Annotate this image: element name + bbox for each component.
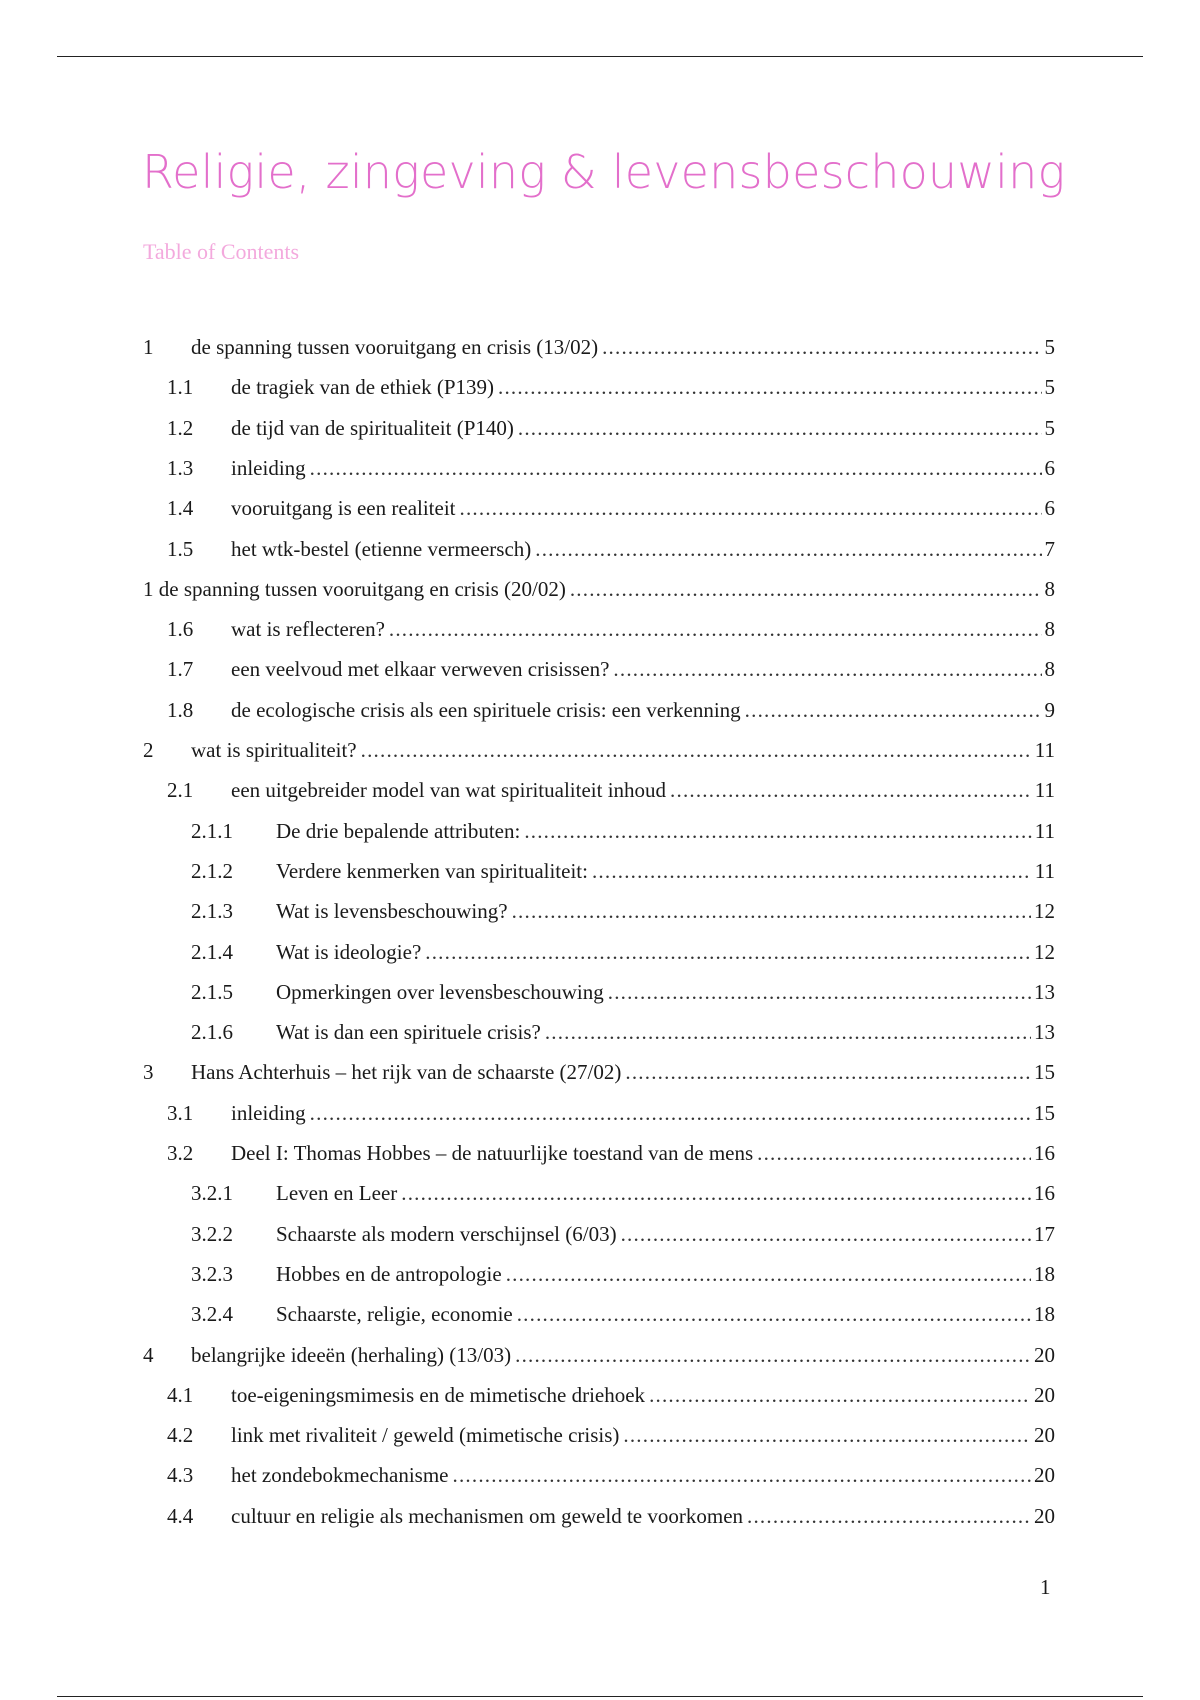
toc-leader-dots <box>535 534 1041 564</box>
toc-entry[interactable] <box>143 1340 1055 1370</box>
toc-entry-title: Deel I: Thomas Hobbes – de natuurlijke toestand van de mens <box>231 1141 754 1165</box>
toc-entry-number: 1.8 <box>167 698 194 722</box>
toc-entry-page: 12 <box>1034 940 1055 964</box>
toc-entry[interactable] <box>167 1098 1055 1128</box>
toc-entry[interactable] <box>191 1178 1055 1208</box>
toc-entry-title: belangrijke ideeën (herhaling) (13/03) <box>191 1343 512 1367</box>
toc-entry[interactable] <box>167 654 1055 684</box>
toc-entry[interactable] <box>167 1460 1055 1490</box>
toc-leader-dots <box>512 896 1031 926</box>
toc-leader-dots <box>570 574 1042 604</box>
toc-leader-dots <box>389 614 1042 644</box>
toc-entry[interactable] <box>191 1219 1055 1249</box>
toc-entry[interactable] <box>143 735 1055 765</box>
toc-entry-page: 5 <box>1044 335 1055 359</box>
toc-entry-page: 11 <box>1034 778 1055 802</box>
toc-entry-number: 3.2.2 <box>191 1222 233 1246</box>
toc-entry-title: Hobbes en de antropologie <box>276 1262 502 1286</box>
toc-leader-dots <box>613 654 1041 684</box>
toc-entry-title: vooruitgang is een realiteit <box>231 496 456 520</box>
toc-entry-number: 2.1.1 <box>191 819 233 843</box>
toc-entry-title: Opmerkingen over levensbeschouwing <box>276 980 604 1004</box>
toc-entry-page: 11 <box>1034 738 1055 762</box>
toc-leader-dots <box>515 1340 1031 1370</box>
toc-leader-dots <box>757 1138 1031 1168</box>
toc-entry-page: 16 <box>1034 1141 1055 1165</box>
toc-entry-number: 4.4 <box>167 1504 194 1528</box>
toc-entry-title: cultuur en religie als mechanismen om geweld te voorkomen <box>231 1504 744 1528</box>
toc-entry-page: 18 <box>1034 1302 1055 1326</box>
toc-entry[interactable] <box>191 937 1055 967</box>
toc-leader-dots <box>602 332 1041 362</box>
toc-entry-page: 5 <box>1044 416 1055 440</box>
toc-leader-dots <box>621 1219 1031 1249</box>
toc-entry[interactable] <box>167 453 1055 483</box>
toc-entry[interactable] <box>167 1138 1055 1168</box>
toc-entry[interactable] <box>167 534 1055 564</box>
toc-entry-page: 8 <box>1044 657 1055 681</box>
toc-entry-number: 4.2 <box>167 1423 194 1447</box>
toc-entry-page: 20 <box>1034 1383 1055 1407</box>
toc-entry-title: Wat is dan een spirituele crisis? <box>276 1020 541 1044</box>
toc-entry-number: 3.2.1 <box>191 1181 233 1205</box>
toc-leader-dots <box>747 1501 1031 1531</box>
toc-entry-title: de tragiek van de ethiek (P139) <box>231 375 494 399</box>
toc-entry-title: Hans Achterhuis – het rijk van de schaarste (27/02) <box>191 1060 622 1084</box>
bottom-rule <box>57 1696 1143 1697</box>
toc-entry-title: de ecologische crisis als een spirituele crisis: een verkenning <box>231 698 741 722</box>
toc-leader-dots <box>608 977 1031 1007</box>
toc-entry-page: 11 <box>1034 819 1055 843</box>
toc-entry[interactable] <box>191 1259 1055 1289</box>
toc-heading: Table of Contents <box>143 239 300 264</box>
toc-entry-page: 18 <box>1034 1262 1055 1286</box>
toc-entry-title: Schaarste als modern verschijnsel (6/03) <box>276 1222 617 1246</box>
toc-entry-title: een veelvoud met elkaar verweven crisissen? <box>231 657 610 681</box>
toc-entry-number: 2 <box>143 738 154 762</box>
toc-entry-page: 6 <box>1044 456 1055 480</box>
toc-leader-dots <box>310 1098 1031 1128</box>
toc-leader-dots <box>425 937 1031 967</box>
toc-entry-page: 8 <box>1044 617 1055 641</box>
toc-entry-title: toe-eigeningsmimesis en de mimetische driehoek <box>231 1383 646 1407</box>
toc-entry-title: het wtk-bestel (etienne vermeersch) <box>231 537 532 561</box>
page-number: 1 <box>1040 1575 1051 1599</box>
toc-entry-page: 6 <box>1044 496 1055 520</box>
toc-entry-title: De drie bepalende attributen: <box>276 819 521 843</box>
toc-leader-dots <box>518 413 1042 443</box>
toc-entry[interactable] <box>143 1057 1055 1087</box>
toc-entry-page: 8 <box>1044 577 1055 601</box>
toc-entry[interactable] <box>167 1420 1055 1450</box>
toc-entry-number: 1.7 <box>167 657 194 681</box>
toc-entry-title: Wat is ideologie? <box>276 940 422 964</box>
toc-entry-number: 4.3 <box>167 1463 194 1487</box>
toc-entry-page: 16 <box>1034 1181 1055 1205</box>
toc-entry-title: Schaarste, religie, economie <box>276 1302 513 1326</box>
toc-entry-number: 2.1.3 <box>191 899 233 923</box>
toc-entry[interactable] <box>167 1501 1055 1531</box>
toc-entry-page: 7 <box>1044 537 1055 561</box>
toc-entry-page: 13 <box>1034 1020 1055 1044</box>
toc-entry-number: 1.4 <box>167 496 194 520</box>
toc-entry-number: 3.2 <box>167 1141 194 1165</box>
toc-leader-dots <box>460 493 1042 523</box>
toc-entry-number: 1.3 <box>167 456 194 480</box>
toc-entry[interactable] <box>191 816 1055 846</box>
toc-entry-title: 1 de spanning tussen vooruitgang en crisis (20/02) <box>143 577 566 601</box>
toc-entry-number: 1.5 <box>167 537 194 561</box>
toc-entry-number: 2.1 <box>167 778 194 802</box>
toc-entry-page: 20 <box>1034 1423 1055 1447</box>
toc-entry-title: Verdere kenmerken van spiritualiteit: <box>276 859 588 883</box>
toc-entry[interactable] <box>143 574 1055 604</box>
toc-entry-page: 12 <box>1034 899 1055 923</box>
toc-entry-page: 13 <box>1034 980 1055 1004</box>
toc-leader-dots <box>506 1259 1031 1289</box>
toc-leader-dots <box>745 695 1042 725</box>
toc-entry-page: 20 <box>1034 1463 1055 1487</box>
toc-entry-page: 5 <box>1044 375 1055 399</box>
toc-entry[interactable] <box>167 614 1055 644</box>
toc-entry-number: 2.1.5 <box>191 980 233 1004</box>
toc-leader-dots <box>453 1460 1031 1490</box>
toc-entry-number: 3 <box>143 1060 154 1084</box>
toc-entry[interactable] <box>167 775 1055 805</box>
toc-entry-page: 9 <box>1044 698 1055 722</box>
toc-entry[interactable] <box>167 372 1055 402</box>
toc-entry-number: 4.1 <box>167 1383 194 1407</box>
toc-entry-title: link met rivaliteit / geweld (mimetische crisis) <box>231 1423 620 1447</box>
toc-leader-dots <box>361 735 1032 765</box>
toc-entry-number: 1.1 <box>167 375 194 399</box>
toc-entry-page: 15 <box>1034 1101 1055 1125</box>
toc-entry[interactable] <box>167 695 1055 725</box>
toc-entry[interactable] <box>167 413 1055 443</box>
toc-leader-dots <box>524 816 1031 846</box>
toc-entry-title: de tijd van de spiritualiteit (P140) <box>231 416 514 440</box>
toc-entry[interactable] <box>191 977 1055 1007</box>
toc-entry-page: 15 <box>1034 1060 1055 1084</box>
toc-entry-number: 2.1.2 <box>191 859 233 883</box>
toc-entry[interactable] <box>191 1299 1055 1329</box>
toc-entry-title: wat is spiritualiteit? <box>191 738 357 762</box>
toc-entry[interactable] <box>143 332 1055 362</box>
toc-leader-dots <box>623 1420 1031 1450</box>
toc-entry[interactable] <box>191 896 1055 926</box>
toc-entry-page: 20 <box>1034 1343 1055 1367</box>
toc-entry-page: 20 <box>1034 1504 1055 1528</box>
toc-leader-dots <box>592 856 1032 886</box>
toc-entry-number: 1 <box>143 335 154 359</box>
toc-entry-page: 17 <box>1034 1222 1055 1246</box>
toc-entry-title: inleiding <box>231 1101 306 1125</box>
toc-entry[interactable] <box>167 493 1055 523</box>
toc-leader-dots <box>310 453 1042 483</box>
toc-entry-number: 3.2.4 <box>191 1302 233 1326</box>
toc-entry-title: Wat is levensbeschouwing? <box>276 899 508 923</box>
toc-entry-page: 11 <box>1034 859 1055 883</box>
toc-entry[interactable] <box>191 856 1055 886</box>
toc-entry-title: wat is reflecteren? <box>231 617 385 641</box>
toc-leader-dots <box>545 1017 1031 1047</box>
toc-entry-title: een uitgebreider model van wat spiritualiteit inhoud <box>231 778 667 802</box>
document-title: Religie, zingeving & levensbeschouwing <box>142 145 1066 199</box>
toc-entry[interactable] <box>167 1380 1055 1410</box>
toc-entry-number: 3.2.3 <box>191 1262 233 1286</box>
toc-entry-number: 3.1 <box>167 1101 194 1125</box>
toc-entry-number: 2.1.6 <box>191 1020 233 1044</box>
toc-entry-title: Leven en Leer <box>276 1181 398 1205</box>
top-rule <box>57 56 1143 57</box>
toc-entry-title: de spanning tussen vooruitgang en crisis (13/02) <box>191 335 599 359</box>
toc-entry-number: 1.2 <box>167 416 194 440</box>
toc-leader-dots <box>401 1178 1031 1208</box>
toc-leader-dots <box>498 372 1042 402</box>
toc-entry-number: 2.1.4 <box>191 940 233 964</box>
toc-entry-number: 1.6 <box>167 617 194 641</box>
toc-leader-dots <box>517 1299 1031 1329</box>
toc-leader-dots <box>625 1057 1031 1087</box>
toc-entry-title: het zondebokmechanisme <box>231 1463 449 1487</box>
toc-entry-title: inleiding <box>231 456 306 480</box>
toc-leader-dots <box>670 775 1032 805</box>
toc-leader-dots <box>649 1380 1031 1410</box>
toc-entry[interactable] <box>191 1017 1055 1047</box>
toc-entry-number: 4 <box>143 1343 154 1367</box>
